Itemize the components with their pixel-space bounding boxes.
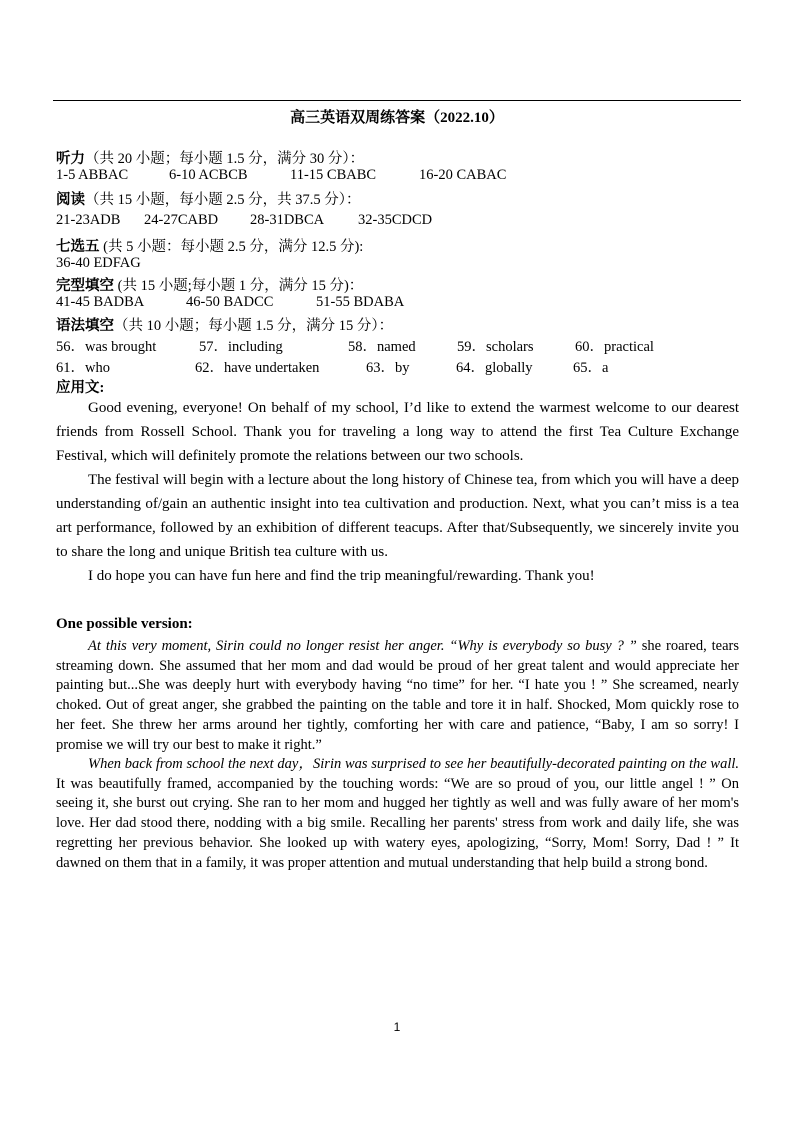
listening-answer-2: 6-10 ACBCB <box>169 167 248 183</box>
reading-answer-2: 24-27CABD <box>144 212 219 228</box>
listening-note: （共 20 小题；每小题 1.5 分，满分 30 分）： <box>85 151 365 167</box>
writing-paragraph-2: The festival will begin with a lecture about the long history of Chinese tea, from which you will have a deep understanding of/gain an authentic insight into tea cultivation and production. Next, what you can’t miss is a tea art performance, followed by an exhibition of different teacups. After that/Subsequently, we sincerely invite you to share the long and unique British tea culture with us. <box>56 472 739 560</box>
cloze-answer-2: 46-50 BADCC <box>186 294 274 310</box>
seven-choose-five-note: (共 5 小题：每小题 2.5 分，满分 12.5 分): <box>99 239 364 255</box>
listening-answer-3: 11-15 CBABC <box>290 167 377 183</box>
continuation-p1-body: she roared, tears streaming down. She assumed that her mom and dad would be proud of her great talent and would appreciate her painting but...She was deeply hurt with everybody having “no time” for her. “I hate you ! ” She screamed, nearly choked. Out of great anger, she grabbed the painting on the table and tore it in half. Shocked, Mom quickly rose to her feet. She threw her arms around her tightly, comforting her with care and patience, “Baby, I am so sorry! I promise we will try our best to make it right.” <box>56 638 739 753</box>
grammar-answer-58: 58．named <box>348 339 416 355</box>
continuation-p1-opening: At this very moment, Sirin could no longer resist her anger. “Why is everybody so busy ? ” <box>88 638 637 654</box>
grammar-answer-62: 62．have undertaken <box>195 360 320 376</box>
grammar-note: （共 10 小题；每小题 1.5 分，满分 15 分）： <box>114 318 394 334</box>
seven-choose-five-answer: 36-40 EDFAG <box>56 255 141 271</box>
continuation-paragraph-2 <box>56 755 739 873</box>
grammar-answer-61: 61．who <box>56 360 110 376</box>
grammar-answer-65: 65．a <box>573 360 609 376</box>
seven-choose-five-header <box>56 235 363 256</box>
reading-answer-1: 21-23ADB <box>56 212 121 228</box>
cloze-answer-3: 51-55 BDABA <box>316 294 405 310</box>
grammar-answer-64: 64．globally <box>456 360 533 376</box>
reading-header <box>56 188 361 209</box>
page-title: 高三英语双周练答案（2022.10） <box>290 110 504 126</box>
grammar-answer-56: 56．was brought <box>56 339 157 355</box>
seven-choose-five-heading: 七选五 <box>56 239 100 255</box>
grammar-header <box>56 314 393 335</box>
writing-paragraph-1: Good evening, everyone! On behalf of my school, I’d like to extend the warmest welcome to our dearest friends from Rossell School. Thank you for traveling a long way to attend the first Tea Culture Exchange Festival, which will definitely promote the relations between our two schools. <box>56 400 739 464</box>
listening-answer-1: 1-5 ABBAC <box>56 167 129 183</box>
continuation-paragraph-1 <box>56 637 739 755</box>
listening-heading: 听力 <box>56 151 85 167</box>
reading-note: （共 15 小题，每小题 2.5 分，共 37.5 分）： <box>85 192 361 208</box>
cloze-heading: 完型填空 <box>56 278 114 294</box>
continuation-p2-opening: When back from school the next day，Sirin was surprised to see her beautifully-decorated painting on the wall. <box>88 756 739 772</box>
reading-heading: 阅读 <box>56 192 85 208</box>
writing-paragraph-3: I do hope you can have fun here and find the trip meaningful/rewarding. Thank you! <box>88 568 595 584</box>
writing-heading: 应用文: <box>56 380 105 396</box>
page-number: 1 <box>393 1020 401 1034</box>
continuation-p2-body: It was beautifully framed, accompanied by the touching words: “We are so proud of you, our little angel ! ” On seeing it, she burst out crying. She ran to her mom and hugged her tightly as well and was fully aware of her mom's love. Her dad stood there, nodding with a big smile. Recalling her parents' stress from work and daily life, she was regretting her previous behavior. She looked up with watery eyes, apologizing, “Sorry, Mom! Sorry, Dad ! ” It dawned on them that in a family, it was proper attention and mutual understanding that help build a strong bond. <box>56 775 739 871</box>
cloze-note: (共 15 小题;每小题 1 分，满分 15 分)： <box>114 278 364 294</box>
cloze-header <box>56 274 363 295</box>
grammar-heading: 语法填空 <box>56 318 114 334</box>
header-rule <box>53 100 741 101</box>
grammar-answer-57: 57．including <box>199 339 283 355</box>
grammar-answer-59: 59．scholars <box>457 339 534 355</box>
cloze-answer-1: 41-45 BADBA <box>56 294 145 310</box>
continuation-heading: One possible version: <box>56 616 193 632</box>
grammar-answer-63: 63．by <box>366 360 410 376</box>
grammar-answer-60: 60．practical <box>575 339 654 355</box>
reading-answer-3: 28-31DBCA <box>250 212 325 228</box>
listening-header <box>56 147 364 168</box>
reading-answer-4: 32-35CDCD <box>358 212 433 228</box>
listening-answer-4: 16-20 CABAC <box>419 167 507 183</box>
